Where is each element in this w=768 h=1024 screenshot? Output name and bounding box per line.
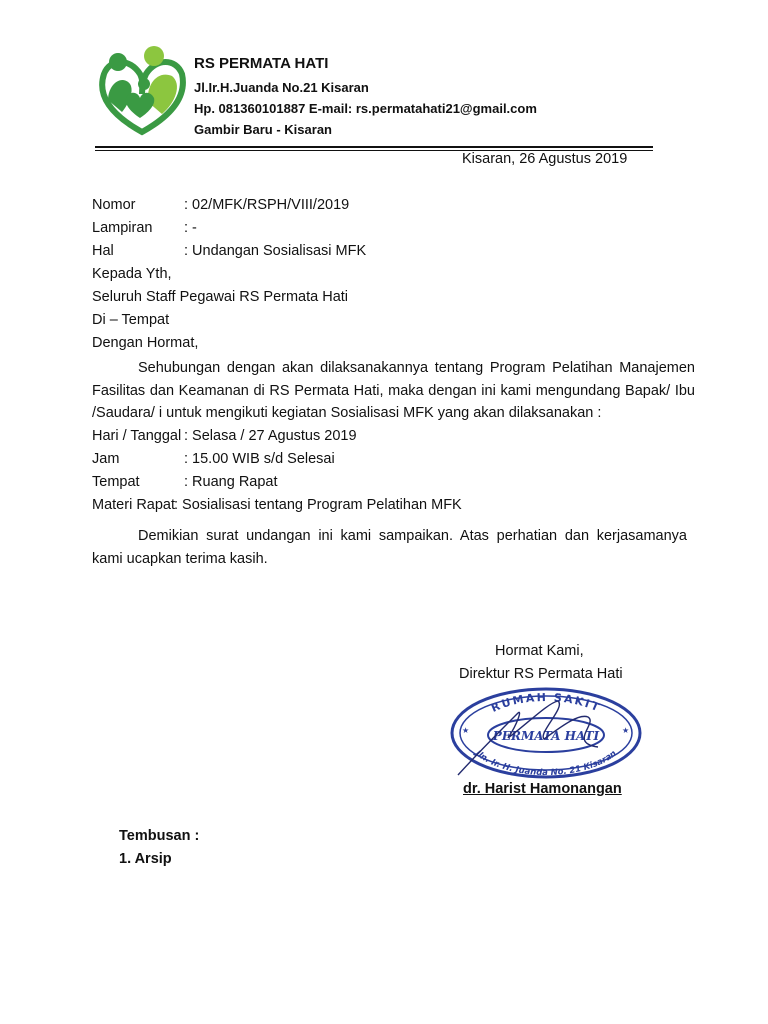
materi-value: : Sosialisasi tentang Program Pelatihan MFK [174,497,462,513]
nomor-label: Nomor [92,197,136,213]
materi-label: Materi Rapat [92,497,176,513]
stamp-center-text: PERMATA HATI [492,729,600,743]
hari-label: Hari / Tanggal [92,428,182,444]
signature-closing: Hormat Kami, [495,643,584,659]
hal-label: Hal [92,243,114,259]
signer-position: Direktur RS Permata Hati [459,666,623,682]
jam-value: : 15.00 WIB s/d Selesai [184,451,335,467]
tempat-label: Tempat [92,474,140,490]
letterhead-divider [95,146,653,148]
svg-text:★: ★ [622,726,630,735]
lampiran-label: Lampiran [92,220,153,236]
hospital-logo [96,44,188,136]
hospital-stamp [448,683,644,779]
svg-text:★: ★ [462,726,470,735]
letter-date: Kisaran, 26 Agustus 2019 [462,151,628,167]
body-paragraph-text: Sehubungan dengan akan dilaksanakannya tentang Program Pelatihan Manajemen Fasilitas dan Keamanan di RS Permata Hati, maka dengan ini kami mengundang Bapak/ Ibu /Saudara/ i untuk mengikuti kegiatan Sosialisasi MFK yang akan dilaksanakan : [92,360,695,422]
hospital-name: RS PERMATA HATI [194,55,329,72]
recipient-line-3: Di – Tempat [92,312,170,328]
hari-value: : Selasa / 27 Agustus 2019 [184,428,357,444]
recipient-line-1: Kepada Yth, [92,266,172,282]
tembusan-item: 1. Arsip [119,851,172,867]
hospital-contact: Hp. 081360101887 E-mail: rs.permatahati21@gmail.com [194,101,537,116]
hal-value: : Undangan Sosialisasi MFK [184,243,367,259]
recipient-line-2: Seluruh Staff Pegawai RS Permata Hati [92,289,349,305]
greeting: Dengan Hormat, [92,335,199,351]
stamp-top-text: RUMAH SAKIT [489,690,603,715]
closing-paragraph [92,525,687,570]
hospital-address: Jl.Ir.H.Juanda No.21 Kisaran [194,80,369,95]
tembusan-title: Tembusan : [119,828,200,844]
signer-name: dr. Harist Hamonangan [463,781,622,797]
lampiran-value: : - [184,220,197,236]
tempat-value: : Ruang Rapat [184,474,278,490]
closing-paragraph-text: Demikian surat undangan ini kami sampaikan. Atas perhatian dan kerjasamanya kami ucapkan terima kasih. [92,528,687,567]
stamp-bottom-text: Jln. Ir. H. Juanda No. 21 Kisaran [473,748,619,778]
jam-label: Jam [92,451,120,467]
hospital-area: Gambir Baru - Kisaran [194,122,332,137]
body-paragraph [92,357,695,425]
nomor-value: : 02/MFK/RSPH/VIII/2019 [184,197,350,213]
